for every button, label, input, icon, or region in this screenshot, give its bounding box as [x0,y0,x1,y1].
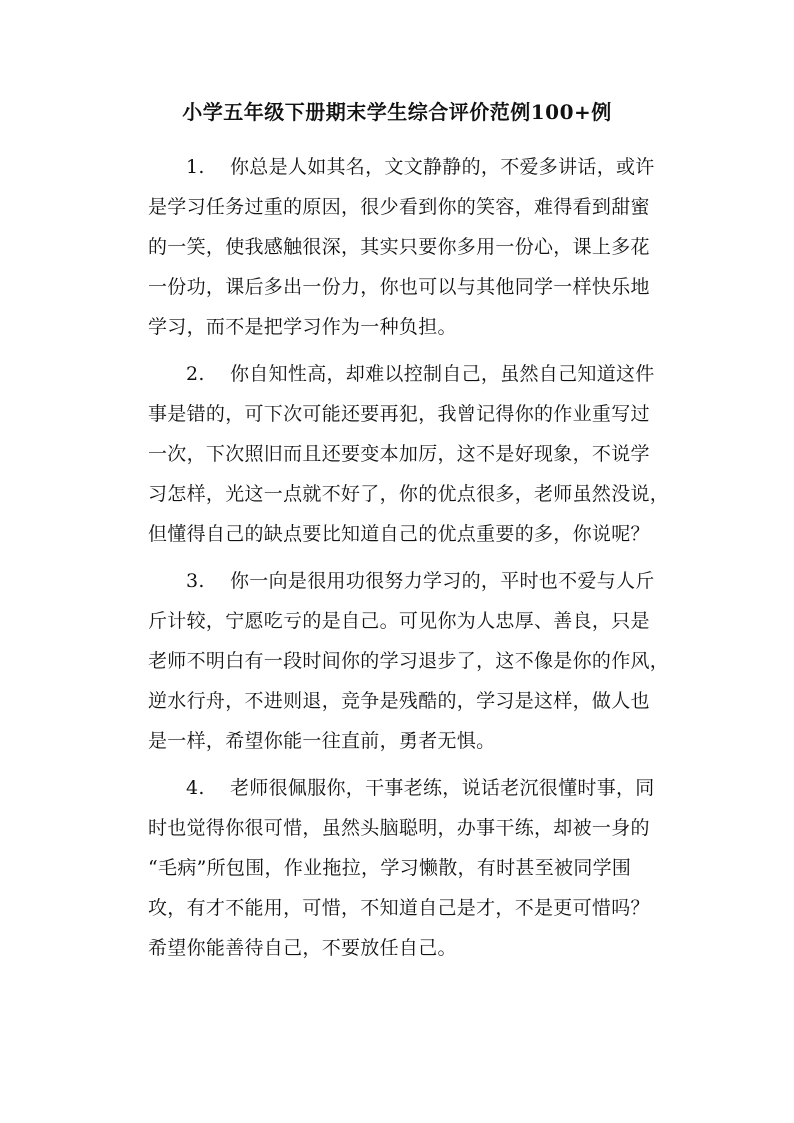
paragraph-line: 老师不明白有一段时间你的学习退步了，这不像是你的作风， [148,650,670,672]
item-number: 1. [186,156,205,178]
paragraph-line: 一次，下次照旧而且还要变本加厉，这不是好现象，不说学 [148,443,650,465]
evaluation-item-2 [148,354,678,554]
paragraph-line: 逆水行舟，不进则退，竞争是残酷的，学习是这样，做人也 [148,690,650,712]
paragraph-line: 但懂得自己的缺点要比知道自己的优点重要的多，你说呢？ [148,523,650,545]
evaluation-item-3 [148,561,678,761]
paragraph-line: 的一笑，使我感触很深，其实只要你多用一份心，课上多花 [148,236,650,258]
item-number: 2. [186,363,205,385]
paragraph-text: 你一向是很用功很努力学习的，平时也不爱与人斤 [230,570,655,592]
paragraph-line: 时也觉得你很可惜，虽然头脑聪明，办事干练，却被一身的 [148,817,650,839]
paragraph-text: 你总是人如其名，文文静静的，不爱多讲话，或许 [230,156,655,178]
evaluation-item-1 [148,147,678,347]
item-number: 3. [186,570,205,592]
paragraph-line: 斤计较，宁愿吃亏的是自己。可见你为人忠厚、善良，只是 [148,610,650,632]
paragraph-line: 是学习任务过重的原因，很少看到你的笑容，难得看到甜蜜 [148,196,650,218]
paragraph-line: 一份功，课后多出一份力，你也可以与其他同学一样快乐地 [148,276,650,298]
paragraph-line: “毛病”所包围，作业拖拉，学习懒散，有时甚至被同学围 [148,857,632,879]
paragraph-first-line [148,561,678,601]
paragraph-line: 攻，有才不能用，可惜，不知道自己是才，不是更可惜吗？ [148,897,650,919]
paragraph-text: 老师很佩服你，干事老练，说话老沉很懂时事，同 [230,777,655,799]
evaluation-item-4 [148,768,678,968]
paragraph-text: 你自知性高，却难以控制自己，虽然自己知道这件 [230,363,655,385]
paragraph-first-line [148,354,678,394]
paragraph-first-line [148,768,678,808]
document-body [148,147,678,975]
paragraph-first-line [148,147,678,187]
item-number: 4. [186,777,205,799]
paragraph-line: 事是错的，可下次可能还要再犯，我曾记得你的作业重写过 [148,403,650,425]
paragraph-line: 是一样，希望你能一往直前，勇者无惧。 [148,730,496,752]
paragraph-line: 希望你能善待自己，不要放任自己。 [148,937,457,959]
paragraph-line: 学习，而不是把学习作为一种负担。 [148,316,457,338]
document-title: 小学五年级下册期末学生综合评价范例100+例 [182,100,612,124]
paragraph-line: 习怎样，光这一点就不好了，你的优点很多，老师虽然没说， [148,483,670,505]
